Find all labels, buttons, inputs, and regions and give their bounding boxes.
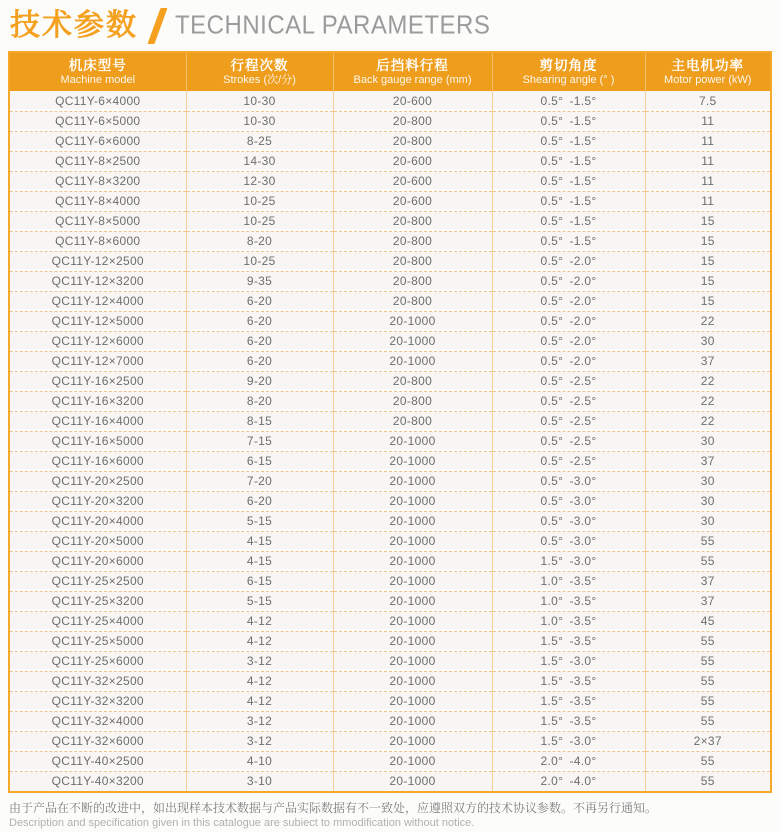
cell-machine-model: QC11Y-12×3200 xyxy=(10,271,186,291)
footer-note-zh: 由于产品在不断的改进中，如出现样本技术数据与产品实际数据有不一致处，应遵照双方的技术协议参数。不再另行通知。 xyxy=(9,801,658,815)
cell-shearing-angle: 1.0° -3.5° xyxy=(492,611,645,631)
table-row xyxy=(10,291,770,311)
cell-strokes: 10-30 xyxy=(186,111,333,131)
cell-back-gauge-range: 20-1000 xyxy=(333,431,492,451)
cell-back-gauge-range: 20-1000 xyxy=(333,571,492,591)
cell-motor-power: 30 xyxy=(645,491,770,511)
table-row xyxy=(10,611,770,631)
cell-machine-model: QC11Y-20×5000 xyxy=(10,531,186,551)
column-header-zh: 机床型号 xyxy=(68,57,127,73)
cell-shearing-angle: 0.5° -2.0° xyxy=(492,311,645,331)
cell-motor-power: 15 xyxy=(645,271,770,291)
cell-motor-power: 7.5 xyxy=(645,91,770,111)
cell-back-gauge-range: 20-800 xyxy=(333,231,492,251)
cell-machine-model: QC11Y-12×7000 xyxy=(10,351,186,371)
page-title-zh: 技术参数 xyxy=(10,9,138,42)
cell-machine-model: QC11Y-8×4000 xyxy=(10,191,186,211)
cell-shearing-angle: 1.5° -3.5° xyxy=(492,671,645,691)
cell-motor-power: 15 xyxy=(645,251,770,271)
cell-strokes: 6-20 xyxy=(186,351,333,371)
cell-machine-model: QC11Y-16×5000 xyxy=(10,431,186,451)
cell-machine-model: QC11Y-12×2500 xyxy=(10,251,186,271)
cell-motor-power: 22 xyxy=(645,391,770,411)
cell-shearing-angle: 2.0° -4.0° xyxy=(492,771,645,791)
cell-strokes: 3-10 xyxy=(186,771,333,791)
cell-shearing-angle: 1.5° -3.0° xyxy=(492,731,645,751)
cell-shearing-angle: 0.5° -2.5° xyxy=(492,391,645,411)
column-header-en: Shearing angle (° ) xyxy=(522,73,615,86)
cell-motor-power: 30 xyxy=(645,511,770,531)
cell-back-gauge-range: 20-800 xyxy=(333,391,492,411)
cell-back-gauge-range: 20-600 xyxy=(333,91,492,111)
cell-machine-model: QC11Y-16×2500 xyxy=(10,371,186,391)
cell-machine-model: QC11Y-16×4000 xyxy=(10,411,186,431)
table-row xyxy=(10,731,770,751)
cell-machine-model: QC11Y-20×4000 xyxy=(10,511,186,531)
cell-machine-model: QC11Y-25×6000 xyxy=(10,651,186,671)
cell-motor-power: 37 xyxy=(645,571,770,591)
cell-machine-model: QC11Y-6×4000 xyxy=(10,91,186,111)
cell-shearing-angle: 0.5° -3.0° xyxy=(492,511,645,531)
table-row xyxy=(10,491,770,511)
table-header xyxy=(10,53,770,91)
cell-shearing-angle: 1.5° -3.0° xyxy=(492,551,645,571)
cell-motor-power: 45 xyxy=(645,611,770,631)
column-header-en: Machine model xyxy=(60,73,136,86)
table-row xyxy=(10,111,770,131)
cell-machine-model: QC11Y-12×4000 xyxy=(10,291,186,311)
title-slash-icon xyxy=(147,8,167,44)
table-row xyxy=(10,151,770,171)
cell-motor-power: 11 xyxy=(645,191,770,211)
page-title xyxy=(8,5,772,47)
page-title-en: TECHNICAL PARAMETERS xyxy=(175,10,491,41)
cell-shearing-angle: 1.5° -3.5° xyxy=(492,711,645,731)
cell-motor-power: 55 xyxy=(645,771,770,791)
cell-strokes: 5-15 xyxy=(186,591,333,611)
cell-strokes: 10-30 xyxy=(186,91,333,111)
cell-strokes: 4-12 xyxy=(186,671,333,691)
cell-back-gauge-range: 20-800 xyxy=(333,251,492,271)
cell-strokes: 4-15 xyxy=(186,551,333,571)
column-header-zh: 行程次数 xyxy=(230,57,289,73)
cell-shearing-angle: 0.5° -1.5° xyxy=(492,151,645,171)
cell-back-gauge-range: 20-800 xyxy=(333,131,492,151)
cell-shearing-angle: 0.5° -2.0° xyxy=(492,271,645,291)
cell-strokes: 6-20 xyxy=(186,491,333,511)
cell-back-gauge-range: 20-600 xyxy=(333,191,492,211)
cell-shearing-angle: 0.5° -1.5° xyxy=(492,231,645,251)
table-row xyxy=(10,531,770,551)
cell-motor-power: 2×37 xyxy=(645,731,770,751)
cell-machine-model: QC11Y-25×3200 xyxy=(10,591,186,611)
cell-strokes: 8-20 xyxy=(186,231,333,251)
cell-shearing-angle: 1.0° -3.5° xyxy=(492,591,645,611)
cell-shearing-angle: 0.5° -2.0° xyxy=(492,331,645,351)
cell-motor-power: 11 xyxy=(645,131,770,151)
cell-machine-model: QC11Y-6×6000 xyxy=(10,131,186,151)
column-header-machine-model xyxy=(10,53,186,91)
table-row xyxy=(10,431,770,451)
cell-strokes: 9-20 xyxy=(186,371,333,391)
cell-motor-power: 11 xyxy=(645,171,770,191)
cell-back-gauge-range: 20-1000 xyxy=(333,711,492,731)
table-row xyxy=(10,711,770,731)
cell-strokes: 4-12 xyxy=(186,611,333,631)
cell-shearing-angle: 2.0° -4.0° xyxy=(492,751,645,771)
cell-motor-power: 55 xyxy=(645,671,770,691)
column-header-strokes xyxy=(186,53,333,91)
cell-back-gauge-range: 20-800 xyxy=(333,271,492,291)
cell-back-gauge-range: 20-1000 xyxy=(333,331,492,351)
cell-back-gauge-range: 20-800 xyxy=(333,211,492,231)
footer-note-en: Description and specification given in this catalogue are subiect to mmodification without notice. xyxy=(9,817,475,829)
cell-back-gauge-range: 20-1000 xyxy=(333,531,492,551)
cell-back-gauge-range: 20-1000 xyxy=(333,471,492,491)
cell-back-gauge-range: 20-1000 xyxy=(333,771,492,791)
cell-shearing-angle: 0.5° -2.5° xyxy=(492,371,645,391)
column-header-en: Back gauge range (mm) xyxy=(353,73,472,86)
column-header-en: Motor power (kW) xyxy=(664,73,752,86)
cell-shearing-angle: 1.5° -3.0° xyxy=(492,651,645,671)
table-row xyxy=(10,171,770,191)
footer-note xyxy=(8,793,772,831)
cell-shearing-angle: 1.5° -3.5° xyxy=(492,631,645,651)
table-row xyxy=(10,651,770,671)
cell-back-gauge-range: 20-1000 xyxy=(333,691,492,711)
cell-strokes: 12-30 xyxy=(186,171,333,191)
cell-motor-power: 11 xyxy=(645,111,770,131)
cell-strokes: 9-35 xyxy=(186,271,333,291)
table-row xyxy=(10,91,770,111)
cell-strokes: 6-15 xyxy=(186,451,333,471)
cell-strokes: 5-15 xyxy=(186,511,333,531)
table-row xyxy=(10,371,770,391)
cell-back-gauge-range: 20-800 xyxy=(333,411,492,431)
cell-machine-model: QC11Y-40×2500 xyxy=(10,751,186,771)
cell-machine-model: QC11Y-8×2500 xyxy=(10,151,186,171)
cell-back-gauge-range: 20-1000 xyxy=(333,731,492,751)
table-row xyxy=(10,591,770,611)
cell-shearing-angle: 0.5° -1.5° xyxy=(492,191,645,211)
table-row xyxy=(10,411,770,431)
cell-strokes: 7-15 xyxy=(186,431,333,451)
cell-motor-power: 30 xyxy=(645,431,770,451)
cell-shearing-angle: 0.5° -1.5° xyxy=(492,171,645,191)
cell-machine-model: QC11Y-8×6000 xyxy=(10,231,186,251)
cell-shearing-angle: 0.5° -3.0° xyxy=(492,471,645,491)
column-header-en: Strokes (次/分) xyxy=(223,73,296,86)
cell-motor-power: 15 xyxy=(645,231,770,251)
cell-back-gauge-range: 20-1000 xyxy=(333,751,492,771)
table-row xyxy=(10,331,770,351)
cell-strokes: 6-20 xyxy=(186,291,333,311)
table-row xyxy=(10,391,770,411)
cell-motor-power: 55 xyxy=(645,651,770,671)
table-row xyxy=(10,131,770,151)
cell-machine-model: QC11Y-32×3200 xyxy=(10,691,186,711)
cell-strokes: 6-15 xyxy=(186,571,333,591)
cell-strokes: 10-25 xyxy=(186,211,333,231)
cell-motor-power: 22 xyxy=(645,311,770,331)
cell-shearing-angle: 0.5° -1.5° xyxy=(492,131,645,151)
table-row xyxy=(10,511,770,531)
cell-motor-power: 30 xyxy=(645,471,770,491)
cell-motor-power: 22 xyxy=(645,371,770,391)
cell-shearing-angle: 0.5° -2.5° xyxy=(492,411,645,431)
table-body xyxy=(10,91,770,791)
cell-machine-model: QC11Y-16×3200 xyxy=(10,391,186,411)
table-row xyxy=(10,211,770,231)
cell-machine-model: QC11Y-6×5000 xyxy=(10,111,186,131)
table-row xyxy=(10,451,770,471)
cell-machine-model: QC11Y-8×5000 xyxy=(10,211,186,231)
table-row xyxy=(10,671,770,691)
table-row xyxy=(10,631,770,651)
cell-back-gauge-range: 20-1000 xyxy=(333,311,492,331)
cell-motor-power: 55 xyxy=(645,711,770,731)
table-row xyxy=(10,571,770,591)
cell-strokes: 8-15 xyxy=(186,411,333,431)
cell-machine-model: QC11Y-8×3200 xyxy=(10,171,186,191)
cell-shearing-angle: 0.5° -2.0° xyxy=(492,351,645,371)
cell-strokes: 4-12 xyxy=(186,631,333,651)
technical-parameters-table xyxy=(8,51,772,793)
cell-strokes: 4-15 xyxy=(186,531,333,551)
cell-back-gauge-range: 20-1000 xyxy=(333,671,492,691)
cell-motor-power: 37 xyxy=(645,451,770,471)
cell-shearing-angle: 0.5° -3.0° xyxy=(492,491,645,511)
cell-shearing-angle: 0.5° -3.0° xyxy=(492,531,645,551)
cell-machine-model: QC11Y-20×6000 xyxy=(10,551,186,571)
table-row xyxy=(10,251,770,271)
cell-back-gauge-range: 20-1000 xyxy=(333,551,492,571)
cell-motor-power: 11 xyxy=(645,151,770,171)
table-row xyxy=(10,771,770,791)
cell-back-gauge-range: 20-1000 xyxy=(333,591,492,611)
cell-back-gauge-range: 20-1000 xyxy=(333,351,492,371)
cell-machine-model: QC11Y-16×6000 xyxy=(10,451,186,471)
cell-shearing-angle: 0.5° -2.0° xyxy=(492,291,645,311)
cell-back-gauge-range: 20-1000 xyxy=(333,451,492,471)
cell-shearing-angle: 0.5° -1.5° xyxy=(492,91,645,111)
cell-motor-power: 37 xyxy=(645,591,770,611)
column-header-zh: 剪切角度 xyxy=(539,57,598,73)
cell-back-gauge-range: 20-1000 xyxy=(333,491,492,511)
cell-strokes: 10-25 xyxy=(186,251,333,271)
table-row xyxy=(10,191,770,211)
cell-shearing-angle: 1.0° -3.5° xyxy=(492,571,645,591)
table-row xyxy=(10,351,770,371)
cell-shearing-angle: 0.5° -2.0° xyxy=(492,251,645,271)
cell-strokes: 4-12 xyxy=(186,691,333,711)
cell-machine-model: QC11Y-12×6000 xyxy=(10,331,186,351)
cell-strokes: 8-25 xyxy=(186,131,333,151)
cell-strokes: 8-20 xyxy=(186,391,333,411)
table-row xyxy=(10,271,770,291)
column-header-back-gauge-range xyxy=(333,53,492,91)
cell-motor-power: 15 xyxy=(645,211,770,231)
cell-machine-model: QC11Y-25×2500 xyxy=(10,571,186,591)
cell-strokes: 3-12 xyxy=(186,651,333,671)
table-row xyxy=(10,231,770,251)
cell-back-gauge-range: 20-800 xyxy=(333,371,492,391)
cell-strokes: 3-12 xyxy=(186,711,333,731)
cell-motor-power: 30 xyxy=(645,331,770,351)
cell-back-gauge-range: 20-800 xyxy=(333,291,492,311)
table-row xyxy=(10,691,770,711)
cell-machine-model: QC11Y-20×2500 xyxy=(10,471,186,491)
cell-machine-model: QC11Y-20×3200 xyxy=(10,491,186,511)
cell-motor-power: 55 xyxy=(645,751,770,771)
cell-motor-power: 55 xyxy=(645,551,770,571)
cell-machine-model: QC11Y-40×3200 xyxy=(10,771,186,791)
table-row xyxy=(10,311,770,331)
cell-shearing-angle: 0.5° -1.5° xyxy=(492,211,645,231)
cell-motor-power: 37 xyxy=(645,351,770,371)
column-header-zh: 后挡料行程 xyxy=(376,57,449,73)
cell-strokes: 10-25 xyxy=(186,191,333,211)
table-row xyxy=(10,551,770,571)
cell-back-gauge-range: 20-1000 xyxy=(333,611,492,631)
cell-motor-power: 22 xyxy=(645,411,770,431)
column-header-zh: 主电机功率 xyxy=(671,57,744,73)
cell-strokes: 4-10 xyxy=(186,751,333,771)
cell-strokes: 6-20 xyxy=(186,311,333,331)
table-row xyxy=(10,751,770,771)
cell-machine-model: QC11Y-25×5000 xyxy=(10,631,186,651)
cell-back-gauge-range: 20-1000 xyxy=(333,511,492,531)
column-header-motor-power xyxy=(645,53,770,91)
cell-machine-model: QC11Y-12×5000 xyxy=(10,311,186,331)
cell-back-gauge-range: 20-600 xyxy=(333,171,492,191)
cell-strokes: 6-20 xyxy=(186,331,333,351)
cell-shearing-angle: 0.5° -1.5° xyxy=(492,111,645,131)
cell-strokes: 3-12 xyxy=(186,731,333,751)
cell-strokes: 7-20 xyxy=(186,471,333,491)
cell-motor-power: 55 xyxy=(645,531,770,551)
cell-machine-model: QC11Y-25×4000 xyxy=(10,611,186,631)
cell-machine-model: QC11Y-32×4000 xyxy=(10,711,186,731)
cell-back-gauge-range: 20-1000 xyxy=(333,651,492,671)
cell-shearing-angle: 0.5° -2.5° xyxy=(492,431,645,451)
cell-back-gauge-range: 20-800 xyxy=(333,111,492,131)
cell-back-gauge-range: 20-600 xyxy=(333,151,492,171)
cell-motor-power: 55 xyxy=(645,631,770,651)
cell-strokes: 14-30 xyxy=(186,151,333,171)
cell-shearing-angle: 0.5° -2.5° xyxy=(492,451,645,471)
column-header-shearing-angle xyxy=(492,53,645,91)
cell-machine-model: QC11Y-32×2500 xyxy=(10,671,186,691)
cell-motor-power: 15 xyxy=(645,291,770,311)
cell-shearing-angle: 1.5° -3.5° xyxy=(492,691,645,711)
cell-motor-power: 55 xyxy=(645,691,770,711)
table-row xyxy=(10,471,770,491)
cell-machine-model: QC11Y-32×6000 xyxy=(10,731,186,751)
cell-back-gauge-range: 20-1000 xyxy=(333,631,492,651)
